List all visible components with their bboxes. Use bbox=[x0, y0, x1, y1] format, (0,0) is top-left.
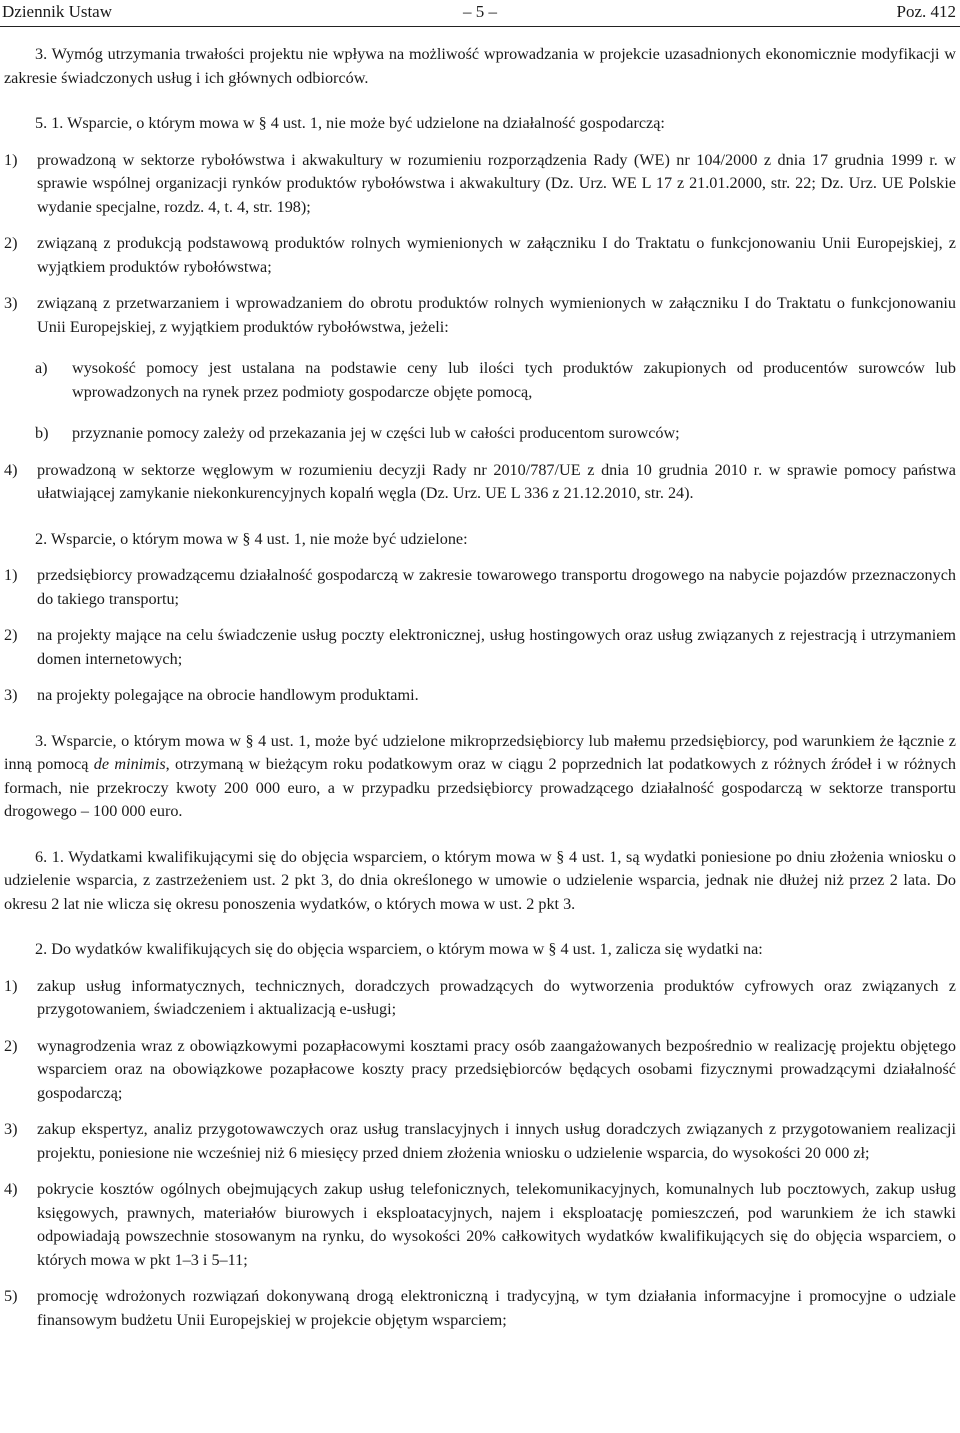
list-item-text: prowadzoną w sektorze węglowym w rozumieniu decyzji Rady nr 2010/787/UE z dnia 10 grudnia 2010 r. w sprawie pomocy państwa ułatwiającej zamykanie niekonkurencyjnych kopalń węgla (Dz. Urz. UE L 336 z 21.12.2010, str. 24). bbox=[37, 460, 956, 502]
list-item-text: zakup ekspertyz, analiz przygotowawczych oraz usług translacyjnych i innych usług doradczych związanych z przygotowaniem realizacji projektu, poniesione nie wcześniej niż 6 miesięcy przed dniem złożenia wniosku o udzielenie wsparcia, do wysokości 20 000 zł; bbox=[37, 1120, 956, 1162]
list-item-text: na projekty polegające na obrocie handlowym produktami. bbox=[37, 686, 419, 704]
de-minimis-term: de minimis bbox=[93, 755, 166, 773]
paragraph-5-3-durability: 3. Wymóg utrzymania trwałości projektu nie wpływa na możliwość wprowadzania w projekcie uzasadnionych ekonomicznie modyfikacji w zakresie świadczonych usług i ich głównych odbiorców. bbox=[4, 45, 956, 87]
list-item: 1) zakup usług informatycznych, technicznych, doradczych prowadzących do wytworzenia produktów cyfrowych oraz związanych z przygotowaniem, świadczeniem i aktualizacją e-usługi; bbox=[4, 976, 956, 1018]
section-5-1-intro: 5. 1. Wsparcie, o którym mowa w § 4 ust. 1, nie może być udzielone na działalność gospodarczą: bbox=[35, 114, 665, 132]
page-number: – 5 – bbox=[463, 2, 497, 21]
document-body bbox=[4, 43, 956, 1332]
sub-list-item-text: przyznanie pomocy zależy od przekazania jej w części lub w całości producentom surowców; bbox=[72, 424, 680, 442]
list-item: 4) prowadzoną w sektorze węglowym w rozumieniu decyzji Rady nr 2010/787/UE z dnia 10 grudnia 2010 r. w sprawie pomocy państwa ułatwiającej zamykanie niekonkurencyjnych kopalń węgla (Dz. Urz. UE L 336 z 21.12.2010, str. 24). bbox=[4, 460, 956, 502]
list-item: 2) wynagrodzenia wraz z obowiązkowymi pozapłacowymi kosztami pracy osób zaangażowanych bezpośrednio w realizację projektu objętego wsparciem oraz na obowiązkowe pozapłacowe koszty pracy przedsiębiorców będących osobami fizycznymi prowadzącymi działalność gospodarczą; bbox=[4, 1036, 956, 1102]
list-item-text: zakup usług informatycznych, technicznych, doradczych prowadzących do wytworzenia produktów cyfrowych oraz związanych z przygotowaniem, świadczeniem i aktualizacją e-usługi; bbox=[37, 976, 956, 1018]
section-6-2-intro: 2. Do wydatków kwalifikujących się do objęcia wsparciem, o którym mowa w § 4 ust. 1, zalicza się wydatki na: bbox=[35, 940, 763, 958]
list-item: 3) związaną z przetwarzaniem i wprowadzaniem do obrotu produktów rolnych wymienionych w załączniku I do Traktatu o funkcjonowaniu Unii Europejskiej, z wyjątkiem produktów rybołówstwa, jeżeli: bbox=[4, 294, 956, 336]
list-item-text: związaną z przetwarzaniem i wprowadzaniem do obrotu produktów rolnych wymienionych w załączniku I do Traktatu o funkcjonowaniu Unii Europejskiej, z wyjątkiem produktów rybołówstwa, jeżeli: bbox=[37, 294, 956, 336]
list-item-text: pokrycie kosztów ogólnych obejmujących zakup usług telefonicznych, telekomunikacyjnych, komunalnych lub pocztowych, zakup usług księgowych, prawnych, materiałów biurowych i eksploatacyjnych, najem i eksploatację pomieszczeń, pod warunkiem że ich stawki odpowiadają powszechnie stosowanym na rynku, do wysokości 20% całkowitych wydatków kwalifikujących się do objęcia wsparciem, o których mowa w pkt 1–3 i 5–11; bbox=[37, 1180, 956, 1269]
sub-list-item: a) wysokość pomocy jest ustalana na podstawie ceny lub ilości tych produktów zakupionych od producentów surowców lub wprowadzonych na rynek przez podmioty gospodarcze objęte pomocą, bbox=[35, 359, 956, 401]
list-item-text: przedsiębiorcy prowadzącemu działalność gospodarczą w zakresie towarowego transportu drogowego na nabycie pojazdów przeznaczonych do takiego transportu; bbox=[37, 566, 956, 608]
list-item: 3) zakup ekspertyz, analiz przygotowawczych oraz usług translacyjnych i innych usług doradczych związanych z przygotowaniem realizacji projektu, poniesione nie wcześniej niż 6 miesięcy przed dniem złożenia wniosku o udzielenie wsparcia, do wysokości 20 000 zł; bbox=[4, 1120, 956, 1162]
sub-list-item-text: wysokość pomocy jest ustalana na podstawie ceny lub ilości tych produktów zakupionych od producentów surowców lub wprowadzonych na rynek przez podmioty gospodarcze objęte pomocą, bbox=[72, 359, 956, 401]
sub-list-item: b) przyznanie pomocy zależy od przekazania jej w części lub w całości producentom surowców; bbox=[35, 424, 680, 442]
list-item: 5) promocję wdrożonych rozwiązań dokonywaną drogą elektroniczną i tradycyjną, w tym działania informacyjne i promocyjne o udziale finansowym budżetu Unii Europejskiej w projekcie objętym wsparciem; bbox=[4, 1287, 956, 1329]
section-5-3-paragraph: 3. Wsparcie, o którym mowa w § 4 ust. 1, może być udzielone mikroprzedsiębiorcy lub małemu przedsiębiorcy, pod warunkiem że łącznie z inną pomocą de minimis, otrzymaną w bieżącym roku podatkowym oraz w ciągu 2 poprzednich lat podatkowych z różnych źródeł i w różnych formach, nie przekroczy kwoty 200 000 euro, a w przypadku przedsiębiorcy prowadzącego działalność gospodarczą w sektorze transportu drogowego – 100 000 euro. bbox=[4, 731, 956, 820]
list-item: 2) związaną z produkcją podstawową produktów rolnych wymienionych w załączniku I do Traktatu o funkcjonowaniu Unii Europejskiej, z wyjątkiem produktów rybołówstwa; bbox=[4, 234, 956, 276]
section-6-1-paragraph: 6. 1. Wydatkami kwalifikującymi się do objęcia wsparciem, o którym mowa w § 4 ust. 1, są wydatki poniesione po dniu złożenia wniosku o udzielenie wsparcia, z zastrzeżeniem ust. 2 pkt 3, do dnia określonego w umowie o udzielenie wsparcia, jednak nie dłużej niż przez 2 lata. Do okresu 2 lat nie wlicza się okresu ponoszenia wydatków, o których mowa w ust. 2 pkt 3. bbox=[4, 847, 956, 913]
list-item: 1) przedsiębiorcy prowadzącemu działalność gospodarczą w zakresie towarowego transportu drogowego na nabycie pojazdów przeznaczonych do takiego transportu; bbox=[4, 566, 956, 608]
list-item: 1) prowadzoną w sektorze rybołówstwa i akwakultury w rozumieniu rozporządzenia Rady (WE) nr 104/2000 z dnia 17 grudnia 1999 r. w sprawie wspólnej organizacji rynków produktów rybołówstwa i akwakultury (Dz. Urz. WE L 17 z 21.01.2000, str. 22; Dz. Urz. UE Polskie wydanie specjalne, rozdz. 4, t. 4, str. 198); bbox=[4, 150, 956, 216]
list-item: 4) pokrycie kosztów ogólnych obejmujących zakup usług telefonicznych, telekomunikacyjnych, komunalnych lub pocztowych, zakup usług księgowych, prawnych, materiałów biurowych i eksploatacyjnych, najem i eksploatację pomieszczeń, pod warunkiem że ich stawki odpowiadają powszechnie stosowanym na rynku, do wysokości 20% całkowitych wydatków kwalifikujących się do objęcia wsparciem, o których mowa w pkt 1–3 i 5–11; bbox=[4, 1180, 956, 1269]
list-item: 2) na projekty mające na celu świadczenie usług poczty elektronicznej, usług hostingowych oraz usług związanych z rejestracją i utrzymaniem domen internetowych; bbox=[4, 626, 956, 668]
list-item: 3) na projekty polegające na obrocie handlowym produktami. bbox=[4, 686, 419, 704]
journal-title: Dziennik Ustaw bbox=[2, 2, 113, 21]
list-item-text: wynagrodzenia wraz z obowiązkowymi pozapłacowymi kosztami pracy osób zaangażowanych bezpośrednio w realizację projektu objętego wsparciem oraz na obowiązkowe pozapłacowe koszty pracy przedsiębiorców będących osobami fizycznymi prowadzącymi działalność gospodarczą; bbox=[37, 1036, 956, 1102]
list-item-text: promocję wdrożonych rozwiązań dokonywaną drogą elektroniczną i tradycyjną, w tym działania informacyjne i promocyjne o udziale finansowym budżetu Unii Europejskiej w projekcie objętym wsparciem; bbox=[37, 1287, 956, 1329]
list-item-text: związaną z produkcją podstawową produktów rolnych wymienionych w załączniku I do Traktatu o funkcjonowaniu Unii Europejskiej, z wyjątkiem produktów rybołówstwa; bbox=[37, 234, 956, 276]
position-number: Poz. 412 bbox=[896, 2, 956, 21]
header-rule bbox=[0, 26, 960, 27]
page-header bbox=[0, 0, 960, 24]
list-item-text: na projekty mające na celu świadczenie usług poczty elektronicznej, usług hostingowych oraz usług związanych z rejestracją i utrzymaniem domen internetowych; bbox=[37, 626, 956, 668]
section-5-2-intro: 2. Wsparcie, o którym mowa w § 4 ust. 1, nie może być udzielone: bbox=[35, 529, 468, 548]
list-item-text: prowadzoną w sektorze rybołówstwa i akwakultury w rozumieniu rozporządzenia Rady (WE) nr 104/2000 z dnia 17 grudnia 1999 r. w sprawie wspólnej organizacji rynków produktów rybołówstwa i akwakultury (Dz. Urz. WE L 17 z 21.01.2000, str. 22; Dz. Urz. UE Polskie wydanie specjalne, rozdz. 4, t. 4, str. 198); bbox=[37, 150, 956, 216]
